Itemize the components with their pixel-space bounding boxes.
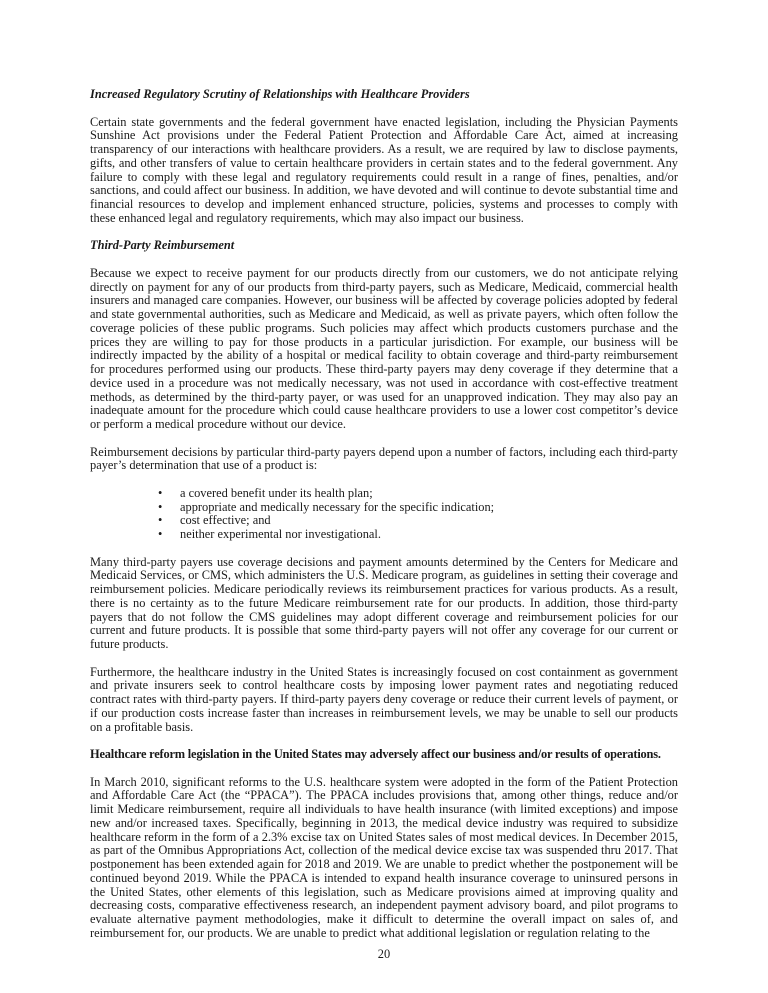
paragraph-reimbursement-2: Reimbursement decisions by particular third-party payers depend upon a number of factors, including each third-party payer’s determination that use of a product is: bbox=[90, 444, 678, 473]
paragraph-healthcare-reform: In March 2010, significant reforms to the U.S. healthcare system were adopted in the form of the Patient Protection and Affordable Care Act (the “PPACA”). The PPACA includes provisions that, among other things, reduce and/or limit Medicare reimbursement, require all individuals to have health insurance (with limited exceptions) and impose new and/or increased taxes. Specifically, beginning in 2013, the medical device industry was required to subsidize healthcare reform in the form of a 2.3% excise tax on United States sales of most medical devices. In December 2015, as part of the Omnibus Appropriations Act, collection of the medical device excise tax was suspended thru 2017. That postponement has been extended again for 2018 and 2019. We are unable to predict whether the postponement will be continued beyond 2019. While the PPACA is intended to expand health insurance coverage to uninsured persons in the United States, other elements of this legislation, such as Medicare provisions aimed at improving quality and decreasing costs, comparative effectiveness research, an independent payment advisory board, and pilot programs to evaluate alternative payment methodologies, make it difficult to determine the overall impact on sales of, and reimbursement for, our products. We are unable to predict what additional legislation or regulation relating to the bbox=[90, 774, 678, 940]
paragraph-reimbursement-1: Because we expect to receive payment for our products directly from our customers, we do not anticipate relying directly on payment for any of our products from third-party payers, such as Medicare, Medicaid, commercial health insurers and managed care companies. However, our business will be affected by coverage policies adopted by federal and state governmental authorities, such as Medicare and Medicaid, as well as private payers, which often follow the coverage policies of these public programs. Such policies may affect which products customers purchase and the prices they are willing to pay for those products in a particular jurisdiction. For example, our business will be indirectly impacted by the ability of a hospital or medical facility to obtain coverage and third-party reimbursement for procedures performed using our products. These third-party payers may deny coverage if they determine that a device used in a procedure was not medically necessary, was not used in accordance with cost-effective treatment methods, as determined by the third-party payer, or was used for an unapproved indication. They may also pay an inadequate amount for the procedure which could cause healthcare providers to use a lower cost competitor’s device or perform a medical procedure without our device. bbox=[90, 265, 678, 431]
list-item bbox=[90, 501, 678, 515]
list-item bbox=[90, 514, 678, 528]
list-item-text: cost effective; and bbox=[180, 513, 271, 528]
bullet-icon: • bbox=[158, 513, 163, 528]
list-item-text: a covered benefit under its health plan; bbox=[180, 485, 373, 500]
bullet-icon: • bbox=[158, 527, 163, 541]
risk-heading-healthcare-reform: Healthcare reform legislation in the United States may adversely affect our business and/or results of operations. bbox=[90, 747, 661, 761]
page-number: 20 bbox=[377, 947, 391, 961]
section-heading-third-party-reimbursement: Third-Party Reimbursement bbox=[90, 238, 235, 253]
list-item bbox=[90, 487, 678, 501]
bullet-list-payer-criteria bbox=[90, 487, 678, 542]
bullet-icon: • bbox=[158, 485, 163, 500]
list-item-text: appropriate and medically necessary for the specific indication; bbox=[180, 499, 495, 514]
list-item-text: neither experimental nor investigational. bbox=[180, 527, 381, 541]
paragraph-reimbursement-4: Furthermore, the healthcare industry in the United States is increasingly focused on cost containment as government and private insurers seek to control healthcare costs by imposing lower payment rates and negotiating reduced contract rates with third-party payers. If third-party payers deny coverage or reduce their current levels of payment, or if our production costs increase faster than increases in reimbursement levels, we may be unable to sell our products on a profitable basis. bbox=[90, 664, 678, 734]
list-item bbox=[90, 528, 678, 542]
paragraph-reimbursement-3: Many third-party payers use coverage decisions and payment amounts determined by the Centers for Medicare and Medicaid Services, or CMS, which administers the U.S. Medicare program, as guidelines in setting their coverage and reimbursement policies. Medicare periodically reviews its reimbursement practices for various products. As a result, there is no certainty as to the future Medicare reimbursement rate for our products. In addition, those third-party payers that do not follow the CMS guidelines may adopt different coverage and reimbursement policies for our current and future products. It is possible that some third-party payers will not offer any coverage for our current or future products. bbox=[90, 554, 678, 651]
section-heading-regulatory-scrutiny: Increased Regulatory Scrutiny of Relationships with Healthcare Providers bbox=[90, 87, 470, 101]
document-page bbox=[90, 88, 678, 954]
bullet-icon: • bbox=[158, 499, 163, 514]
paragraph-regulatory-scrutiny: Certain state governments and the federal government have enacted legislation, including the Physician Payments Sunshine Act provisions under the Federal Patient Protection and Affordable Care Act, aimed at increasing transparency of our interactions with healthcare providers. As a result, we are required by law to disclose payments, gifts, and other transfers of value to certain healthcare providers in certain states and to the federal government. Any failure to comply with these legal and regulatory requirements could result in a range of fines, penalties, and/or sanctions, and could affect our business. In addition, we have devoted and will continue to devote substantial time and financial resources to develop and implement enhanced structure, policies, systems and processes to comply with these enhanced legal and regulatory requirements, which may also impact our business. bbox=[90, 114, 678, 225]
